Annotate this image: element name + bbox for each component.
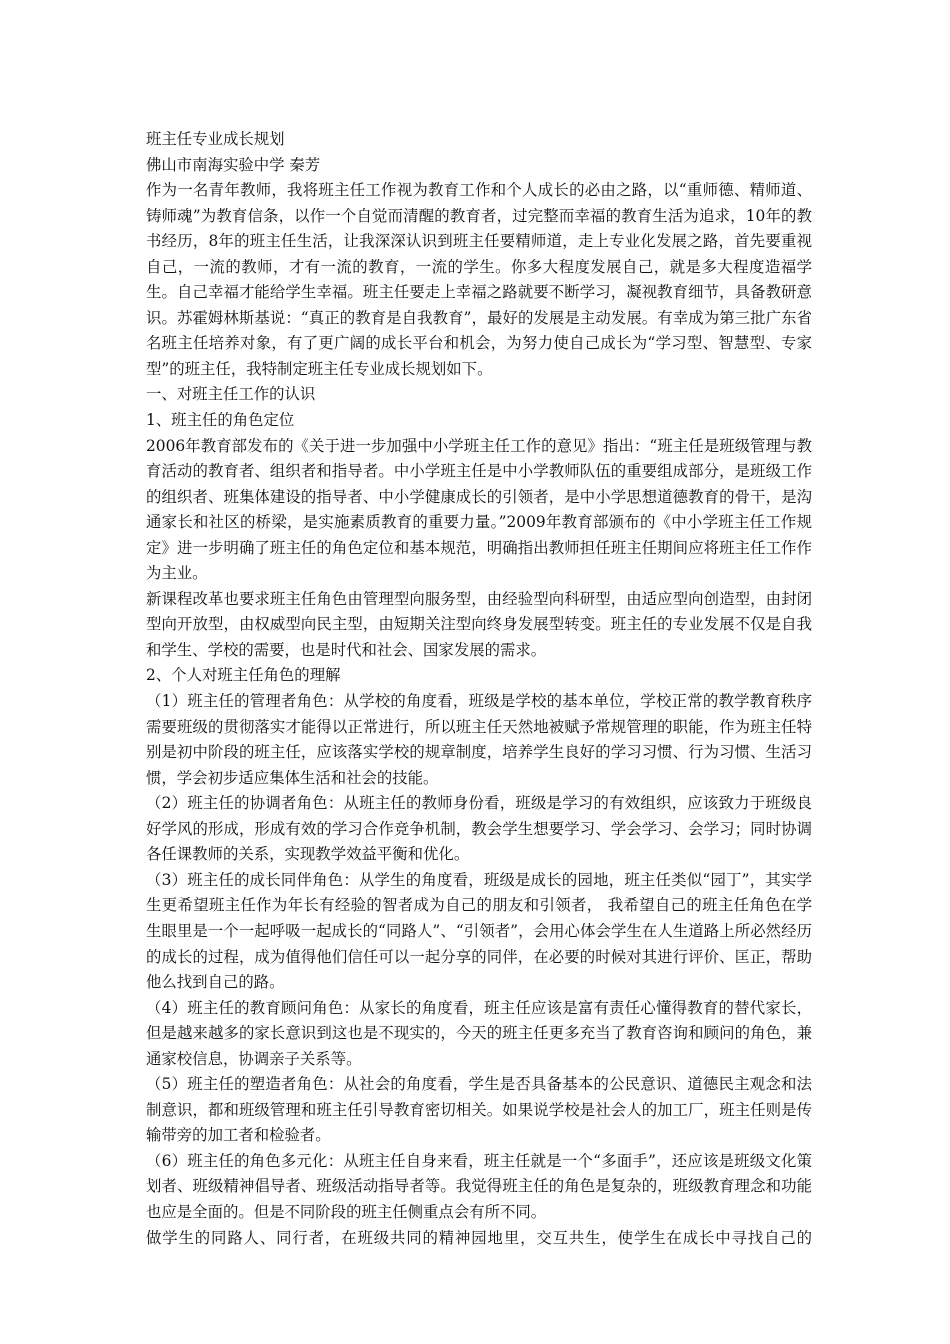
intro-paragraph: 作为一名青年教师，我将班主任工作视为教育工作和个人成长的必由之路，以“重师德、精师道、铸师魂”为教育信条，以作一个自觉而清醒的教育者，过完整而幸福的教育生活为追求，10年的教书经历，8年的班主任生活，让我深深认识到班主任要精师道，走上专业化发展之路，首先要重视自己，一流的教师，才有一流的教育，一流的学生。你多大程度发展自己，就是多大程度造福学生。自己幸福才能给学生幸福。班主任要走上幸福之路就要不断学习，凝视教育细节，具备教研意识。苏霍姆林斯基说：“真正的教育是自我教育”，最好的发展是主动发展。有幸成为第三批广东省名班主任培养对象，有了更广阔的成长平台和机会，为努力使自己成长为“学习型、智慧型、专家型”的班主任，我特制定班主任专业成长规划如下。: [146, 181, 812, 378]
paragraph-curriculum-reform: 新课程改革也要求班主任角色由管理型向服务型，由经验型向科研型，由适应型向创造型，由封闭型向开放型，由权威型向民主型，由短期关注型向终身发展型转变。班主任的专业发展不仅是自我和学生、学校的需要，也是时代和社会、国家发展的需求。: [146, 589, 812, 659]
paragraph-role-coordinator: （2）班主任的协调者角色：从班主任的教师身份看，班级是学习的有效组织，应该致力于班级良好学风的形成，形成有效的学习合作竞争机制，教会学生想要学习、学会学习、会学习；同时协调各任课教师的关系，实现教学效益平衡和优化。: [146, 794, 812, 864]
subsection-heading-2: 2、个人对班主任角色的理解: [146, 666, 341, 685]
paragraph-role-manager: （1）班主任的管理者角色：从学校的角度看，班级是学校的基本单位，学校正常的教学教育秩序需要班级的贯彻落实才能得以正常进行，所以班主任天然地被赋予常规管理的职能，作为班主任特别是初中阶段的班主任，应该落实学校的规章制度，培养学生良好的学习习惯、行为习惯、生活习惯，学会初步适应集体生活和社会的技能。: [146, 692, 812, 787]
author-line: 佛山市南海实验中学 秦芳: [146, 155, 321, 174]
document-title: 班主任专业成长规划: [146, 130, 285, 148]
section-heading-1: 一、对班主任工作的认识: [146, 385, 316, 404]
closing-paragraph: 做学生的同路人、同行者，在班级共同的精神园地里，交互共生，使学生在成长中寻找自己的: [146, 1228, 812, 1247]
paragraph-role-definition: 2006年教育部发布的《关于进一步加强中小学班主任工作的意见》指出：“班主任是班级管理与教育活动的教育者、组织者和指导者。中小学班主任是中小学教师队伍的重要组成部分，是班级工作的组织者、班集体建设的指导者、中小学健康成长的引领者，是中小学思想道德教育的骨干，是沟通家长和社区的桥梁，是实施素质教育的重要力量。”2009年教育部颁布的《中小学班主任工作规定》进一步明确了班主任的角色定位和基本规范，明确指出教师担任班主任期间应将班主任工作作为主业。: [146, 436, 812, 583]
document-page: [146, 127, 812, 1251]
paragraph-role-companion: （3）班主任的成长同伴角色：从学生的角度看，班级是成长的园地，班主任类似“园丁”，其实学生更希望班主任作为年长有经验的智者成为自己的朋友和引领者， 我希望自己的班主任角色在学生眼里是一个一起呼吸一起成长的“同路人”、“引领者”，会用心体会学生在人生道路上所必然经历的成长的过程，成为值得他们信任可以一起分享的同伴，在必要的时候对其进行评价、匡正，帮助他么找到自己的路。: [146, 870, 812, 992]
paragraph-role-advisor: （4）班主任的教育顾问角色：从家长的角度看，班主任应该是富有责任心懂得教育的替代家长，但是越来越多的家长意识到这也是不现实的，今天的班主任更多充当了教育咨询和顾问的角色，兼通家校信息，协调亲子关系等。: [146, 998, 812, 1068]
paragraph-role-shaper: （5）班主任的塑造者角色：从社会的角度看，学生是否具备基本的公民意识、道德民主观念和法制意识，都和班级管理和班主任引导教育密切相关。如果说学校是社会人的加工厂，班主任则是传输带旁的加工者和检验者。: [146, 1075, 812, 1145]
paragraph-role-diverse: （6）班主任的角色多元化：从班主任自身来看，班主任就是一个“多面手”，还应该是班级文化策划者、班级精神倡导者、班级活动指导者等。我觉得班主任的角色是复杂的，班级教育理念和功能也应是全面的。但是不同阶段的班主任侧重点会有所不同。: [146, 1151, 812, 1221]
subsection-heading-1: 1、班主任的角色定位: [146, 411, 295, 430]
